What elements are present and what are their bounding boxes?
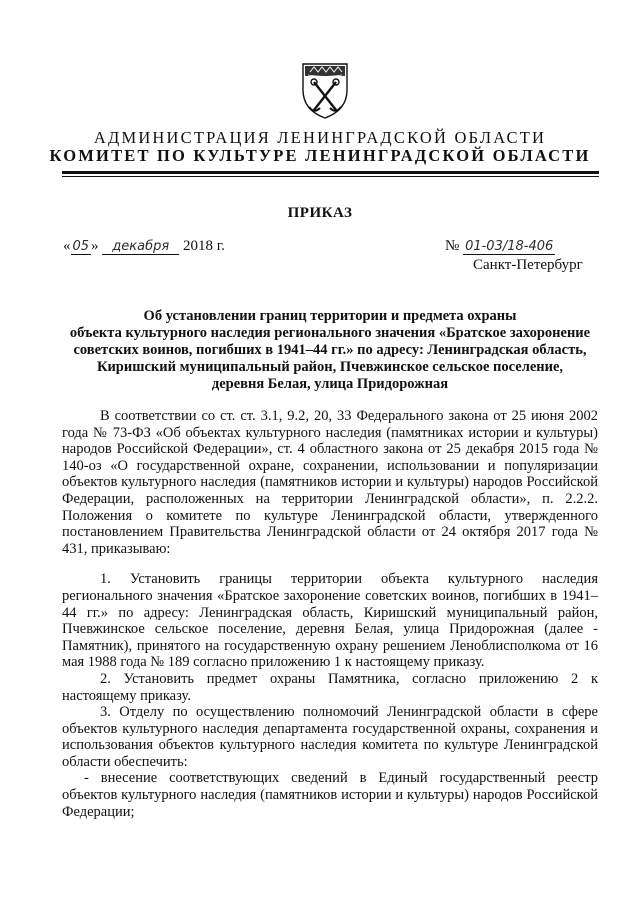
document-body (62, 408, 598, 820)
organization-name: АДМИНИСТРАЦИЯ ЛЕНИНГРАДСКОЙ ОБЛАСТИ (93, 128, 547, 147)
order-item-3-subitem: - внесение соответствующих сведений в Единый государственный реестр объектов культурного наследия (памятников истории и культуры) народов Российской Федерации; (62, 770, 598, 820)
document-city: Санкт-Петербург (473, 257, 583, 273)
date-month: декабря (102, 239, 179, 255)
number-prefix: № (445, 238, 460, 254)
order-item-3: 3. Отделу по осуществлению полномочий Ленинградской области в сфере объектов культурного наследия департамента государственной охраны, сохранения и использования объектов культурного наследия комитета по культуре Ленинградской области обеспечить: (62, 704, 598, 770)
title-line: объекта культурного наследия регионального значения «Братское захоронение (69, 325, 591, 341)
title-line: Киришский муниципальный район, Пчевжинское сельское поселение, (96, 359, 564, 375)
number-value: 01-03/18-406 (465, 239, 554, 254)
coat-of-arms-icon (300, 60, 350, 120)
preamble-paragraph: В соответствии со ст. ст. 3.1, 9.2, 20, 33 Федерального закона от 25 июня 2002 года № 73-ФЗ «Об объектах культурного наследия (памятниках истории и культуры) народов Российской Федерации», ст. 4 областного закона от 25 декабря 2015 года № 140-оз «О государственной охране, сохранении, использовании и популяризации объектов культурного наследия (памятников истории и культуры) народов Российской Федерации, расположенных на территории Ленинградской области», п. 2.2.2. Положения о комитете по культуре Ленинградской области, утвержденного постановлением Правительства Ленинградской области от 24 октября 2017 года № 431, приказываю: (62, 408, 598, 557)
order-item-1: 1. Установить границы территории объекта культурного наследия регионального значения «Братское захоронение советских воинов, погибших в 1941–44 гг.» по адресу: Ленинградская область, Киришский муниципальный район, Пчевжинское сельское поселение, деревня Белая, улица Придорожная (далее - Памятник), принятого на государственную охрану решением Леноблисполкома от 16 мая 1988 года № 189 согласно приложению 1 к настоящему приказу. (62, 571, 598, 671)
header-divider-thick (62, 171, 599, 174)
title-line: Об установлении границ территории и предмета охраны (143, 308, 517, 324)
date-day: 05 (72, 239, 90, 254)
date-year: 2018 г. (182, 238, 225, 254)
document-number (445, 238, 555, 255)
order-item-2: 2. Установить предмет охраны Памятника, согласно приложению 2 к настоящему приказу. (62, 670, 598, 704)
header-divider-thin (62, 176, 599, 177)
committee-name: КОМИТЕТ ПО КУЛЬТУРЕ ЛЕНИНГРАДСКОЙ ОБЛАСТИ (49, 146, 591, 165)
title-line: деревня Белая, улица Придорожная (211, 376, 449, 392)
document-type: ПРИКАЗ (287, 205, 353, 221)
title-line: советских воинов, погибших в 1941–44 гг.» по адресу: Ленинградская область, (73, 342, 587, 358)
document-title (60, 308, 600, 393)
document-date: « 05 » декабря 2018 г. (63, 238, 225, 254)
